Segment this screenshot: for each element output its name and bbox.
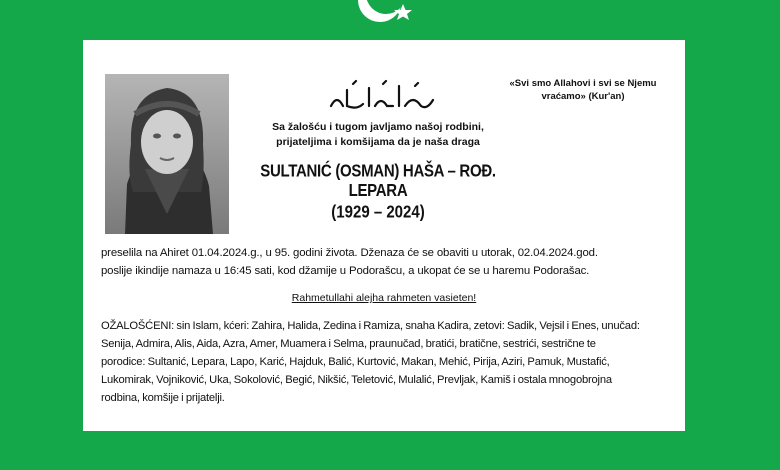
- mourners-line: rodbina, komšije i prijatelji.: [101, 392, 225, 404]
- death-announcement: [101, 244, 671, 280]
- mourners-line: Senija, Admira, Alis, Aida, Azra, Amer, Muamera i Selma, praunučad, bratići, bratične, sestrići, sestrične te: [101, 338, 596, 350]
- announcement-line: poslije ikindije namaza u 16:45 sati, kod džamije u Podorašcu, a ukopat će se u haremu Podorašac.: [101, 265, 590, 277]
- mourners-list: [101, 317, 676, 407]
- intro-line: Sa žalošću i tugom javljamo našoj rodbini,: [272, 121, 484, 133]
- portrait-photo: [105, 74, 229, 234]
- deceased-name: SULTANIĆ (OSMAN) HAŠA – ROĐ. LEPARA: [260, 161, 496, 201]
- life-years: (1929 – 2024): [331, 202, 425, 223]
- quran-quote: «Svi smo Allahovi i svi se Njemu vraćamo» (Kur'an): [509, 78, 657, 102]
- mourners-line: porodice: Sultanić, Lepara, Lapo, Karić, Hajduk, Balić, Kurtović, Makan, Mehić, Pirija, Aziri, Pamuk, Mustafić,: [101, 356, 610, 368]
- rahmet-prayer: Rahmetullahi alejha rahmeten vasieten!: [291, 292, 477, 304]
- mourners-line: OŽALOŠĆENI: sin Islam, kćeri: Zahira, Halida, Zedina i Ramiza, snaha Kadira, zetovi: Sadik, Vejsil i Enes, unučad:: [101, 320, 640, 332]
- intro-text: [243, 120, 513, 150]
- announcement-line: preselila na Ahiret 01.04.2024.g., u 95. godini života. Dženaza će se obaviti u utorak, 02.04.2024.god.: [101, 247, 598, 259]
- arabic-calligraphy-icon: [323, 76, 443, 116]
- crescent-star-icon: [348, 0, 420, 30]
- intro-line: prijateljima i komšijama da je naša draga: [276, 136, 480, 148]
- mourners-line: Lukomirak, Vojniković, Uka, Sokolović, Begić, Nikšić, Teletović, Mulalić, Prevljak, Kamiš i ostala mnogobrojna: [101, 374, 612, 386]
- obituary-card: [83, 40, 685, 431]
